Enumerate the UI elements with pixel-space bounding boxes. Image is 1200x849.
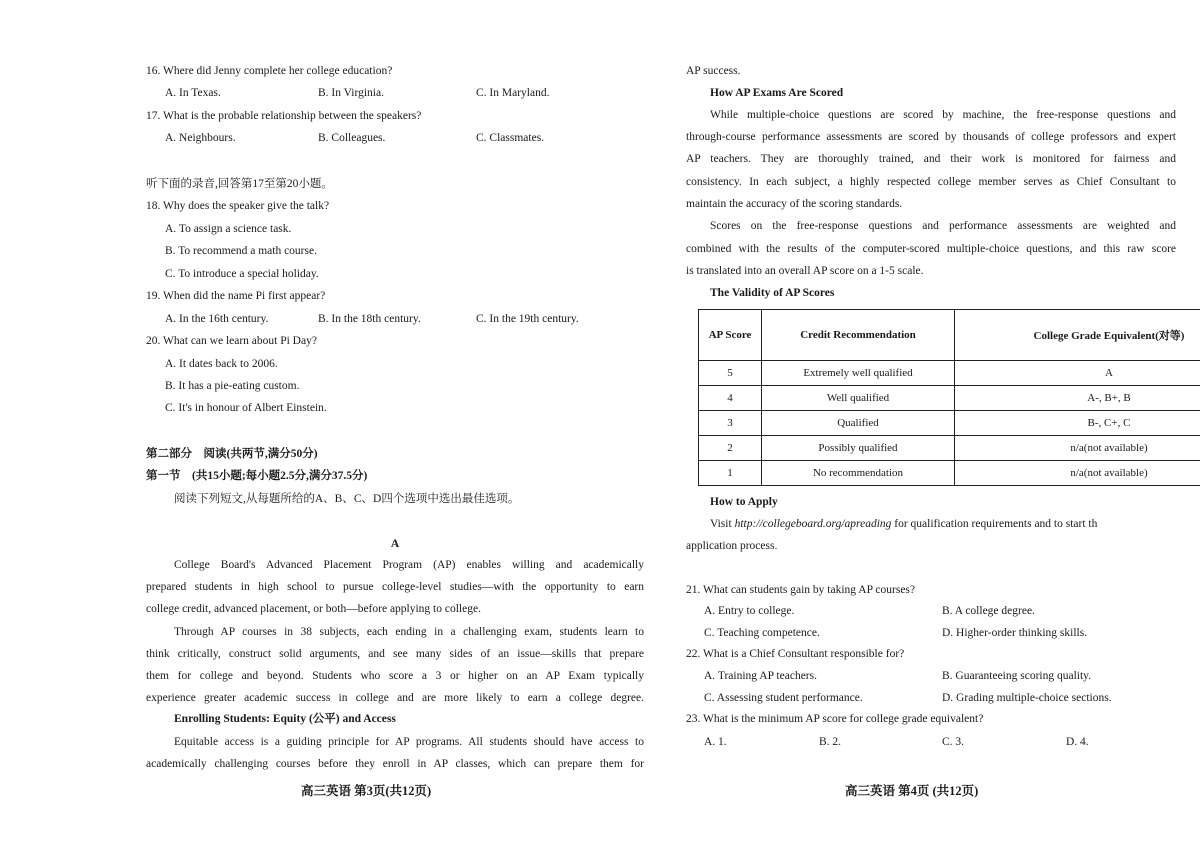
reading-directions: 阅读下列短文,从每题所给的A、B、C、D四个选项中选出最佳选项。 — [174, 493, 520, 505]
validity-heading: The Validity of AP Scores — [710, 287, 835, 299]
paragraph-2-line: them for college and beyond. Students who score a 3 or higher on an AP Exam typically — [146, 670, 644, 682]
table-cell: 5 — [699, 361, 762, 386]
question-17: 17. What is the probable relationship between the speakers? — [146, 110, 422, 122]
table-header: Credit Recommendation — [762, 310, 955, 361]
q20-option-b: B. It has a pie-eating custom. — [165, 380, 300, 392]
table-cell: A-, B+, B — [955, 386, 1200, 411]
table-cell: Qualified — [762, 411, 955, 436]
scores-paragraph-line: Scores on the free-response questions and performance assessments are weighted and — [710, 220, 1176, 232]
table-cell: n/a(not available) — [955, 461, 1200, 486]
continued-text: AP success. — [686, 65, 741, 77]
question-16: 16. Where did Jenny complete her college education? — [146, 65, 393, 77]
scores-paragraph-line: combined with the results of the computer-scored multiple-choice questions, and this raw score — [686, 243, 1176, 255]
passage-letter: A — [390, 538, 400, 550]
table-cell: 1 — [699, 461, 762, 486]
q22-option-d: D. Grading multiple-choice sections. — [942, 692, 1112, 704]
q21-option-a: A. Entry to college. — [704, 605, 795, 617]
table-cell: Extremely well qualified — [762, 361, 955, 386]
paragraph-2-line: experience greater academic success in college and are more likely to earn a college degree. — [146, 692, 644, 704]
q21-option-d: D. Higher-order thinking skills. — [942, 627, 1088, 639]
apply-suffix: for qualification requirements and to start th — [891, 518, 1098, 530]
apply-line — [710, 517, 1186, 531]
right-page — [600, 0, 1200, 849]
q18-option-c: C. To introduce a special holiday. — [165, 268, 319, 280]
q18-option-b: B. To recommend a math course. — [165, 245, 317, 257]
table-row — [699, 361, 1200, 386]
q22-option-c: C. Assessing student performance. — [704, 692, 863, 704]
table-header: College Grade Equivalent(对等) — [955, 310, 1200, 361]
q16-option-b: B. In Virginia. — [318, 87, 384, 99]
table-header: AP Score — [699, 310, 762, 361]
scored-paragraph-line: consistency. In each subject, a highly respected college member serves as Chief Consultant to — [686, 176, 1176, 188]
q19-option-b: B. In the 18th century. — [318, 313, 421, 325]
q21-option-c: C. Teaching competence. — [704, 627, 820, 639]
page-footer-left: 高三英语 第3页(共12页) — [301, 784, 432, 798]
q23-option-a: A. 1. — [704, 736, 727, 748]
scored-paragraph-line: maintain the accuracy of the scoring standards. — [686, 198, 903, 210]
paragraph-2-line: Through AP courses in 38 subjects, each ending in a challenging exam, students learn to — [174, 626, 644, 638]
paragraph-3-line: academically challenging courses before they enroll in AP classes, which can prepare them for — [146, 758, 644, 770]
ap-score-table — [698, 309, 1200, 486]
q23-option-b: B. 2. — [819, 736, 842, 748]
table-cell: Well qualified — [762, 386, 955, 411]
table-cell: A — [955, 361, 1200, 386]
enrolling-heading: Enrolling Students: Equity (公平) and Access — [174, 713, 396, 725]
part-two-heading: 第二部分 阅读(共两节,满分50分) — [146, 448, 318, 460]
scored-heading: How AP Exams Are Scored — [710, 87, 844, 99]
q16-option-a: A. In Texas. — [165, 87, 221, 99]
paragraph-1-line: prepared students in high school to pursue college-level studies—with the opportunity to earn — [146, 581, 644, 593]
paragraph-1-line: College Board's Advanced Placement Program (AP) enables willing and academically — [174, 559, 644, 571]
q18-option-a: A. To assign a science task. — [165, 223, 292, 235]
table-cell: 3 — [699, 411, 762, 436]
q19-option-a: A. In the 16th century. — [165, 313, 269, 325]
q17-option-a: A. Neighbours. — [165, 132, 236, 144]
table-cell: No recommendation — [762, 461, 955, 486]
scored-paragraph-line: While multiple-choice questions are scored by machine, the free-response questions and — [710, 109, 1176, 121]
table-cell: Possibly qualified — [762, 436, 955, 461]
question-18: 18. Why does the speaker give the talk? — [146, 200, 330, 212]
q19-option-c: C. In the 19th century. — [476, 313, 579, 325]
question-20: 20. What can we learn about Pi Day? — [146, 335, 317, 347]
table-row — [699, 411, 1200, 436]
q16-option-c: C. In Maryland. — [476, 87, 550, 99]
scored-paragraph-line: through-course performance assessments are scored by thousands of college professors and expert — [686, 131, 1176, 143]
q23-option-d: D. 4. — [1066, 736, 1089, 748]
q17-option-c: C. Classmates. — [476, 132, 545, 144]
paragraph-2-line: think critically, construct solid arguments, and see many sides of an issue—skills that prepare — [146, 648, 644, 660]
q22-option-b: B. Guaranteeing scoring quality. — [942, 670, 1092, 682]
q22-option-a: A. Training AP teachers. — [704, 670, 817, 682]
apply-line-2: application process. — [686, 540, 778, 552]
paragraph-1-line: college credit, advanced placement, or both—before applying to college. — [146, 603, 481, 615]
q21-option-b: B. A college degree. — [942, 605, 1035, 617]
q20-option-a: A. It dates back to 2006. — [165, 358, 278, 370]
table-cell: 2 — [699, 436, 762, 461]
section-one-heading: 第一节 (共15小题;每小题2.5分,满分37.5分) — [146, 470, 368, 482]
apply-heading: How to Apply — [710, 496, 778, 508]
question-19: 19. When did the name Pi first appear? — [146, 290, 326, 302]
question-23: 23. What is the minimum AP score for college grade equivalent? — [686, 713, 984, 725]
table-row — [699, 461, 1200, 486]
apply-prefix: Visit — [710, 518, 735, 530]
scores-paragraph-line: is translated into an overall AP score on a 1-5 scale. — [686, 265, 924, 277]
listening-instruction: 听下面的录音,回答第17至第20小题。 — [146, 178, 333, 190]
question-22: 22. What is a Chief Consultant responsible for? — [686, 648, 905, 660]
apply-url-link[interactable]: http://collegeboard.org/apreading — [734, 518, 892, 530]
table-header-row — [699, 310, 1200, 361]
question-21: 21. What can students gain by taking AP courses? — [686, 584, 916, 596]
table-row — [699, 436, 1200, 461]
q23-option-c: C. 3. — [942, 736, 965, 748]
paragraph-3-line: Equitable access is a guiding principle for AP programs. All students should have access to — [174, 736, 644, 748]
scored-paragraph-line: AP teachers. They are thoroughly trained, and their work is monitored for fairness and — [686, 153, 1176, 165]
q20-option-c: C. It's in honour of Albert Einstein. — [165, 402, 327, 414]
table-cell: B-, C+, C — [955, 411, 1200, 436]
page-footer-right: 高三英语 第4页 (共12页) — [845, 784, 979, 798]
table-cell: n/a(not available) — [955, 436, 1200, 461]
table-cell: 4 — [699, 386, 762, 411]
q17-option-b: B. Colleagues. — [318, 132, 386, 144]
table-row — [699, 386, 1200, 411]
